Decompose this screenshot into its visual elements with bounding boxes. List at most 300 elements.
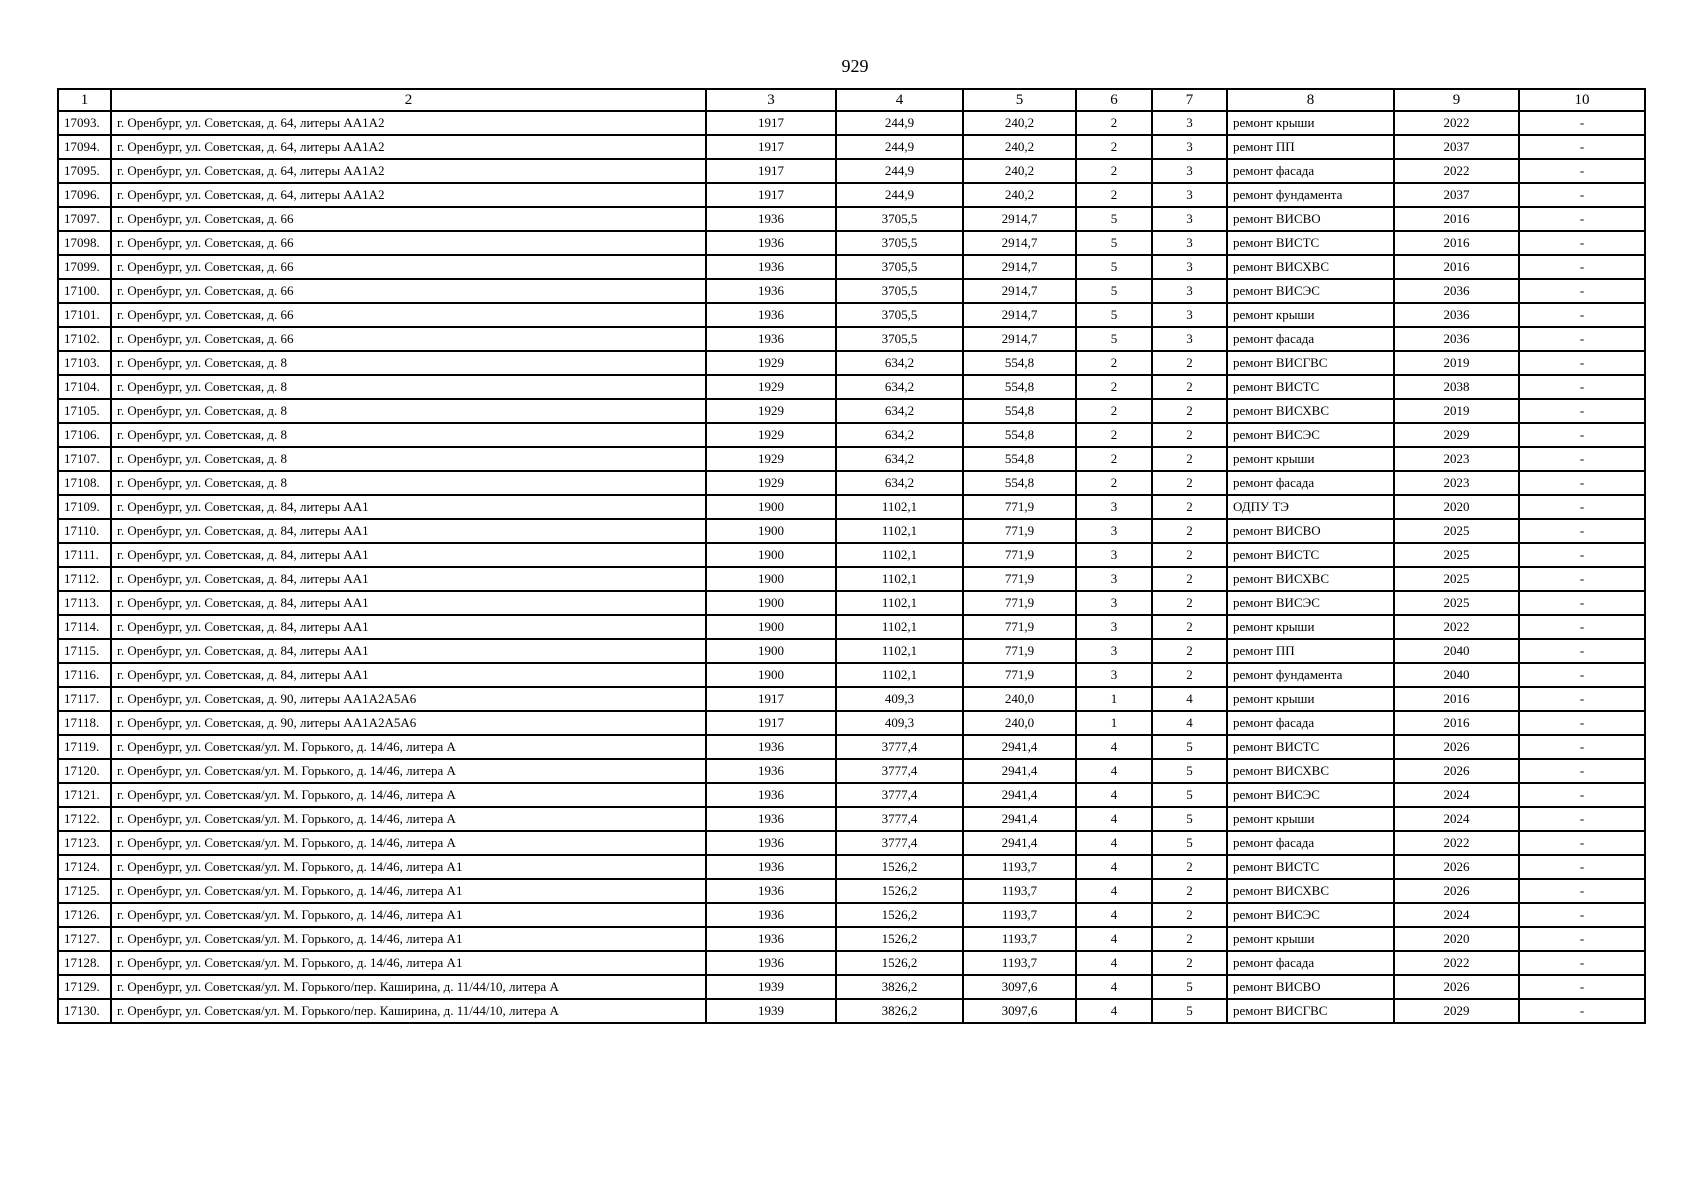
cell-address: г. Оренбург, ул. Советская, д. 66: [111, 279, 706, 303]
cell-work-type: ремонт фундамента: [1227, 663, 1394, 687]
cell-row-number: 17122.: [58, 807, 111, 831]
cell-total-area: 3705,5: [836, 303, 963, 327]
cell-planned-year: 2023: [1394, 447, 1519, 471]
cell-total-area: 634,2: [836, 447, 963, 471]
cell-work-type: ремонт ВИСЭС: [1227, 783, 1394, 807]
cell-living-area: 3097,6: [963, 999, 1076, 1023]
cell-entrances: 3: [1152, 303, 1227, 327]
cell-living-area: 2914,7: [963, 327, 1076, 351]
cell-planned-year: 2025: [1394, 519, 1519, 543]
cell-living-area: 2941,4: [963, 831, 1076, 855]
cell-row-number: 17097.: [58, 207, 111, 231]
cell-year-built: 1936: [706, 855, 836, 879]
cell-note: -: [1519, 855, 1645, 879]
cell-year-built: 1900: [706, 519, 836, 543]
cell-work-type: ремонт ВИСХВС: [1227, 399, 1394, 423]
cell-living-area: 1193,7: [963, 879, 1076, 903]
cell-entrances: 3: [1152, 111, 1227, 135]
cell-planned-year: 2023: [1394, 471, 1519, 495]
column-header-6: 6: [1076, 89, 1152, 111]
table-row: [58, 159, 1645, 183]
cell-work-type: ремонт фасада: [1227, 159, 1394, 183]
table-header: [58, 89, 1645, 111]
cell-floors: 2: [1076, 447, 1152, 471]
cell-floors: 4: [1076, 783, 1152, 807]
cell-row-number: 17118.: [58, 711, 111, 735]
cell-entrances: 2: [1152, 447, 1227, 471]
cell-planned-year: 2036: [1394, 279, 1519, 303]
cell-planned-year: 2025: [1394, 567, 1519, 591]
cell-year-built: 1936: [706, 783, 836, 807]
cell-work-type: ремонт фасада: [1227, 471, 1394, 495]
cell-address: г. Оренбург, ул. Советская, д. 84, литеры АА1: [111, 591, 706, 615]
cell-total-area: 244,9: [836, 183, 963, 207]
cell-row-number: 17096.: [58, 183, 111, 207]
cell-total-area: 1102,1: [836, 519, 963, 543]
table-body: [58, 111, 1645, 1023]
cell-address: г. Оренбург, ул. Советская, д. 66: [111, 207, 706, 231]
cell-floors: 2: [1076, 159, 1152, 183]
cell-note: -: [1519, 423, 1645, 447]
cell-address: г. Оренбург, ул. Советская, д. 8: [111, 375, 706, 399]
cell-floors: 2: [1076, 375, 1152, 399]
cell-total-area: 3777,4: [836, 807, 963, 831]
cell-living-area: 554,8: [963, 447, 1076, 471]
cell-entrances: 2: [1152, 567, 1227, 591]
table-row: [58, 807, 1645, 831]
cell-floors: 5: [1076, 255, 1152, 279]
cell-planned-year: 2020: [1394, 495, 1519, 519]
table-row: [58, 711, 1645, 735]
cell-address: г. Оренбург, ул. Советская/ул. М. Горького, д. 14/46, литера А: [111, 783, 706, 807]
cell-year-built: 1936: [706, 207, 836, 231]
cell-floors: 4: [1076, 879, 1152, 903]
table-row: [58, 327, 1645, 351]
cell-planned-year: 2016: [1394, 687, 1519, 711]
cell-entrances: 2: [1152, 639, 1227, 663]
cell-total-area: 634,2: [836, 423, 963, 447]
cell-year-built: 1936: [706, 759, 836, 783]
table-row: [58, 639, 1645, 663]
cell-address: г. Оренбург, ул. Советская, д. 84, литеры АА1: [111, 639, 706, 663]
capital-repair-table: [57, 88, 1646, 1024]
cell-row-number: 17103.: [58, 351, 111, 375]
cell-living-area: 771,9: [963, 567, 1076, 591]
cell-entrances: 2: [1152, 927, 1227, 951]
cell-address: г. Оренбург, ул. Советская, д. 66: [111, 303, 706, 327]
cell-planned-year: 2022: [1394, 951, 1519, 975]
table-row: [58, 759, 1645, 783]
cell-planned-year: 2037: [1394, 183, 1519, 207]
cell-year-built: 1900: [706, 591, 836, 615]
cell-total-area: 3777,4: [836, 759, 963, 783]
cell-row-number: 17117.: [58, 687, 111, 711]
cell-living-area: 554,8: [963, 423, 1076, 447]
cell-total-area: 409,3: [836, 687, 963, 711]
cell-work-type: ремонт ВИСЭС: [1227, 279, 1394, 303]
cell-row-number: 17114.: [58, 615, 111, 639]
cell-year-built: 1929: [706, 399, 836, 423]
cell-floors: 4: [1076, 999, 1152, 1023]
cell-row-number: 17128.: [58, 951, 111, 975]
cell-floors: 3: [1076, 495, 1152, 519]
cell-note: -: [1519, 735, 1645, 759]
cell-address: г. Оренбург, ул. Советская, д. 64, литеры АА1А2: [111, 135, 706, 159]
cell-row-number: 17113.: [58, 591, 111, 615]
cell-planned-year: 2016: [1394, 711, 1519, 735]
cell-entrances: 2: [1152, 399, 1227, 423]
cell-address: г. Оренбург, ул. Советская, д. 66: [111, 255, 706, 279]
table-row: [58, 735, 1645, 759]
cell-floors: 4: [1076, 927, 1152, 951]
cell-living-area: 1193,7: [963, 903, 1076, 927]
cell-note: -: [1519, 759, 1645, 783]
cell-planned-year: 2019: [1394, 399, 1519, 423]
cell-floors: 3: [1076, 615, 1152, 639]
cell-work-type: ремонт ВИСВО: [1227, 519, 1394, 543]
table-row: [58, 951, 1645, 975]
cell-year-built: 1900: [706, 543, 836, 567]
cell-total-area: 244,9: [836, 111, 963, 135]
cell-planned-year: 2026: [1394, 879, 1519, 903]
cell-living-area: 2941,4: [963, 807, 1076, 831]
cell-total-area: 3705,5: [836, 255, 963, 279]
cell-living-area: 771,9: [963, 519, 1076, 543]
cell-work-type: ремонт крыши: [1227, 303, 1394, 327]
table-row: [58, 927, 1645, 951]
cell-floors: 4: [1076, 903, 1152, 927]
cell-total-area: 3705,5: [836, 327, 963, 351]
cell-living-area: 2941,4: [963, 759, 1076, 783]
cell-address: г. Оренбург, ул. Советская, д. 90, литеры АА1А2А5А6: [111, 711, 706, 735]
cell-total-area: 1526,2: [836, 903, 963, 927]
cell-note: -: [1519, 903, 1645, 927]
cell-entrances: 5: [1152, 975, 1227, 999]
cell-entrances: 2: [1152, 903, 1227, 927]
cell-entrances: 5: [1152, 783, 1227, 807]
cell-year-built: 1929: [706, 447, 836, 471]
cell-entrances: 2: [1152, 495, 1227, 519]
table-row: [58, 783, 1645, 807]
cell-living-area: 771,9: [963, 663, 1076, 687]
cell-address: г. Оренбург, ул. Советская, д. 64, литеры АА1А2: [111, 159, 706, 183]
cell-entrances: 4: [1152, 711, 1227, 735]
cell-work-type: ремонт ВИСГВС: [1227, 999, 1394, 1023]
cell-floors: 3: [1076, 543, 1152, 567]
cell-year-built: 1900: [706, 495, 836, 519]
cell-note: -: [1519, 687, 1645, 711]
cell-year-built: 1936: [706, 879, 836, 903]
cell-note: -: [1519, 639, 1645, 663]
cell-total-area: 1526,2: [836, 879, 963, 903]
cell-address: г. Оренбург, ул. Советская, д. 84, литеры АА1: [111, 519, 706, 543]
cell-planned-year: 2026: [1394, 975, 1519, 999]
column-header-5: 5: [963, 89, 1076, 111]
cell-year-built: 1929: [706, 471, 836, 495]
cell-living-area: 771,9: [963, 591, 1076, 615]
cell-planned-year: 2022: [1394, 111, 1519, 135]
cell-address: г. Оренбург, ул. Советская, д. 84, литеры АА1: [111, 495, 706, 519]
cell-address: г. Оренбург, ул. Советская, д. 84, литеры АА1: [111, 567, 706, 591]
cell-note: -: [1519, 447, 1645, 471]
cell-row-number: 17115.: [58, 639, 111, 663]
cell-row-number: 17098.: [58, 231, 111, 255]
cell-total-area: 244,9: [836, 135, 963, 159]
cell-floors: 4: [1076, 975, 1152, 999]
cell-address: г. Оренбург, ул. Советская/ул. М. Горького, д. 14/46, литера А: [111, 735, 706, 759]
table-row: [58, 207, 1645, 231]
cell-note: -: [1519, 615, 1645, 639]
cell-year-built: 1936: [706, 735, 836, 759]
column-header-7: 7: [1152, 89, 1227, 111]
cell-entrances: 2: [1152, 543, 1227, 567]
cell-total-area: 3705,5: [836, 231, 963, 255]
cell-note: -: [1519, 471, 1645, 495]
cell-year-built: 1936: [706, 831, 836, 855]
cell-floors: 3: [1076, 567, 1152, 591]
cell-year-built: 1936: [706, 255, 836, 279]
cell-year-built: 1936: [706, 303, 836, 327]
cell-total-area: 1102,1: [836, 543, 963, 567]
cell-note: -: [1519, 183, 1645, 207]
cell-entrances: 2: [1152, 519, 1227, 543]
cell-year-built: 1936: [706, 327, 836, 351]
cell-total-area: 3826,2: [836, 999, 963, 1023]
cell-floors: 5: [1076, 207, 1152, 231]
cell-row-number: 17100.: [58, 279, 111, 303]
cell-work-type: ремонт ВИСТС: [1227, 735, 1394, 759]
cell-work-type: ремонт фасада: [1227, 327, 1394, 351]
cell-living-area: 2914,7: [963, 255, 1076, 279]
cell-year-built: 1900: [706, 639, 836, 663]
cell-floors: 2: [1076, 399, 1152, 423]
cell-entrances: 5: [1152, 999, 1227, 1023]
cell-entrances: 2: [1152, 423, 1227, 447]
cell-address: г. Оренбург, ул. Советская, д. 84, литеры АА1: [111, 663, 706, 687]
cell-note: -: [1519, 375, 1645, 399]
cell-entrances: 5: [1152, 831, 1227, 855]
cell-address: г. Оренбург, ул. Советская, д. 90, литеры АА1А2А5А6: [111, 687, 706, 711]
cell-work-type: ремонт крыши: [1227, 615, 1394, 639]
cell-floors: 3: [1076, 591, 1152, 615]
cell-entrances: 3: [1152, 231, 1227, 255]
cell-row-number: 17125.: [58, 879, 111, 903]
cell-living-area: 3097,6: [963, 975, 1076, 999]
cell-work-type: ремонт крыши: [1227, 807, 1394, 831]
cell-floors: 4: [1076, 831, 1152, 855]
cell-year-built: 1936: [706, 807, 836, 831]
cell-note: -: [1519, 135, 1645, 159]
cell-note: -: [1519, 831, 1645, 855]
cell-planned-year: 2026: [1394, 855, 1519, 879]
cell-row-number: 17112.: [58, 567, 111, 591]
header-row: [58, 89, 1645, 111]
cell-work-type: ремонт ВИСЭС: [1227, 591, 1394, 615]
cell-row-number: 17108.: [58, 471, 111, 495]
cell-floors: 3: [1076, 663, 1152, 687]
page-number: 929: [841, 56, 869, 76]
cell-total-area: 3826,2: [836, 975, 963, 999]
cell-entrances: 2: [1152, 663, 1227, 687]
cell-year-built: 1917: [706, 159, 836, 183]
cell-address: г. Оренбург, ул. Советская, д. 8: [111, 351, 706, 375]
cell-row-number: 17116.: [58, 663, 111, 687]
cell-planned-year: 2020: [1394, 927, 1519, 951]
cell-note: -: [1519, 255, 1645, 279]
cell-work-type: ремонт крыши: [1227, 111, 1394, 135]
cell-work-type: ремонт ВИСЭС: [1227, 903, 1394, 927]
cell-total-area: 1526,2: [836, 951, 963, 975]
cell-work-type: ремонт фасада: [1227, 831, 1394, 855]
column-header-10: 10: [1519, 89, 1645, 111]
cell-living-area: 1193,7: [963, 927, 1076, 951]
table-row: [58, 111, 1645, 135]
cell-entrances: 2: [1152, 375, 1227, 399]
cell-address: г. Оренбург, ул. Советская, д. 8: [111, 471, 706, 495]
table-row: [58, 447, 1645, 471]
cell-floors: 2: [1076, 135, 1152, 159]
cell-note: -: [1519, 207, 1645, 231]
cell-planned-year: 2024: [1394, 783, 1519, 807]
cell-living-area: 2914,7: [963, 303, 1076, 327]
cell-row-number: 17094.: [58, 135, 111, 159]
cell-total-area: 3777,4: [836, 831, 963, 855]
cell-living-area: 240,2: [963, 183, 1076, 207]
cell-address: г. Оренбург, ул. Советская, д. 8: [111, 399, 706, 423]
table-row: [58, 975, 1645, 999]
cell-note: -: [1519, 495, 1645, 519]
cell-work-type: ремонт ВИСТС: [1227, 231, 1394, 255]
cell-living-area: 771,9: [963, 543, 1076, 567]
cell-planned-year: 2025: [1394, 591, 1519, 615]
cell-year-built: 1917: [706, 711, 836, 735]
table-row: [58, 279, 1645, 303]
table-row: [58, 375, 1645, 399]
cell-total-area: 244,9: [836, 159, 963, 183]
cell-work-type: ремонт ПП: [1227, 135, 1394, 159]
cell-living-area: 1193,7: [963, 855, 1076, 879]
cell-floors: 4: [1076, 807, 1152, 831]
cell-total-area: 1102,1: [836, 639, 963, 663]
cell-entrances: 4: [1152, 687, 1227, 711]
cell-total-area: 1102,1: [836, 567, 963, 591]
cell-planned-year: 2019: [1394, 351, 1519, 375]
cell-floors: 2: [1076, 183, 1152, 207]
cell-planned-year: 2022: [1394, 159, 1519, 183]
cell-row-number: 17104.: [58, 375, 111, 399]
cell-address: г. Оренбург, ул. Советская/ул. М. Горького/пер. Каширина, д. 11/44/10, литера А: [111, 975, 706, 999]
cell-living-area: 771,9: [963, 615, 1076, 639]
table-row: [58, 399, 1645, 423]
cell-planned-year: 2016: [1394, 207, 1519, 231]
cell-entrances: 2: [1152, 615, 1227, 639]
cell-address: г. Оренбург, ул. Советская/ул. М. Горького, д. 14/46, литера А1: [111, 879, 706, 903]
cell-total-area: 3705,5: [836, 279, 963, 303]
table-row: [58, 423, 1645, 447]
cell-year-built: 1917: [706, 135, 836, 159]
cell-planned-year: 2026: [1394, 759, 1519, 783]
cell-note: -: [1519, 399, 1645, 423]
cell-floors: 2: [1076, 423, 1152, 447]
cell-year-built: 1900: [706, 567, 836, 591]
cell-total-area: 1102,1: [836, 591, 963, 615]
table-row: [58, 591, 1645, 615]
cell-address: г. Оренбург, ул. Советская, д. 84, литеры АА1: [111, 543, 706, 567]
cell-row-number: 17129.: [58, 975, 111, 999]
cell-floors: 1: [1076, 687, 1152, 711]
cell-row-number: 17110.: [58, 519, 111, 543]
cell-entrances: 5: [1152, 735, 1227, 759]
cell-year-built: 1900: [706, 663, 836, 687]
cell-entrances: 2: [1152, 879, 1227, 903]
cell-row-number: 17121.: [58, 783, 111, 807]
cell-work-type: ремонт ПП: [1227, 639, 1394, 663]
cell-note: -: [1519, 951, 1645, 975]
table-row: [58, 351, 1645, 375]
cell-address: г. Оренбург, ул. Советская/ул. М. Горького, д. 14/46, литера А1: [111, 855, 706, 879]
cell-row-number: 17124.: [58, 855, 111, 879]
cell-row-number: 17126.: [58, 903, 111, 927]
cell-work-type: ремонт фасада: [1227, 711, 1394, 735]
cell-work-type: ремонт ВИСХВС: [1227, 567, 1394, 591]
cell-work-type: ремонт ВИСТС: [1227, 543, 1394, 567]
cell-address: г. Оренбург, ул. Советская/ул. М. Горького, д. 14/46, литера А1: [111, 927, 706, 951]
cell-note: -: [1519, 711, 1645, 735]
cell-living-area: 2914,7: [963, 231, 1076, 255]
cell-planned-year: 2022: [1394, 615, 1519, 639]
cell-work-type: ремонт фасада: [1227, 951, 1394, 975]
cell-living-area: 1193,7: [963, 951, 1076, 975]
table-row: [58, 519, 1645, 543]
cell-entrances: 5: [1152, 759, 1227, 783]
cell-note: -: [1519, 543, 1645, 567]
table-row: [58, 831, 1645, 855]
cell-entrances: 3: [1152, 255, 1227, 279]
cell-work-type: ремонт ВИСЭС: [1227, 423, 1394, 447]
cell-planned-year: 2040: [1394, 639, 1519, 663]
cell-address: г. Оренбург, ул. Советская/ул. М. Горького/пер. Каширина, д. 11/44/10, литера А: [111, 999, 706, 1023]
cell-note: -: [1519, 663, 1645, 687]
cell-total-area: 1526,2: [836, 927, 963, 951]
table-row: [58, 567, 1645, 591]
cell-address: г. Оренбург, ул. Советская/ул. М. Горького, д. 14/46, литера А: [111, 831, 706, 855]
cell-entrances: 2: [1152, 591, 1227, 615]
column-header-4: 4: [836, 89, 963, 111]
cell-address: г. Оренбург, ул. Советская/ул. М. Горького, д. 14/46, литера А1: [111, 951, 706, 975]
cell-work-type: ремонт фундамента: [1227, 183, 1394, 207]
cell-planned-year: 2026: [1394, 735, 1519, 759]
cell-total-area: 634,2: [836, 471, 963, 495]
cell-planned-year: 2036: [1394, 303, 1519, 327]
cell-living-area: 771,9: [963, 495, 1076, 519]
cell-row-number: 17095.: [58, 159, 111, 183]
cell-row-number: 17107.: [58, 447, 111, 471]
cell-living-area: 554,8: [963, 399, 1076, 423]
cell-address: г. Оренбург, ул. Советская, д. 64, литеры АА1А2: [111, 111, 706, 135]
cell-total-area: 3777,4: [836, 735, 963, 759]
cell-year-built: 1939: [706, 999, 836, 1023]
cell-entrances: 3: [1152, 159, 1227, 183]
cell-work-type: ремонт ВИСГВС: [1227, 351, 1394, 375]
cell-living-area: 240,0: [963, 687, 1076, 711]
cell-living-area: 554,8: [963, 471, 1076, 495]
cell-note: -: [1519, 519, 1645, 543]
cell-total-area: 634,2: [836, 351, 963, 375]
cell-entrances: 2: [1152, 951, 1227, 975]
cell-work-type: ремонт ВИСХВС: [1227, 759, 1394, 783]
table-row: [58, 903, 1645, 927]
cell-year-built: 1900: [706, 615, 836, 639]
